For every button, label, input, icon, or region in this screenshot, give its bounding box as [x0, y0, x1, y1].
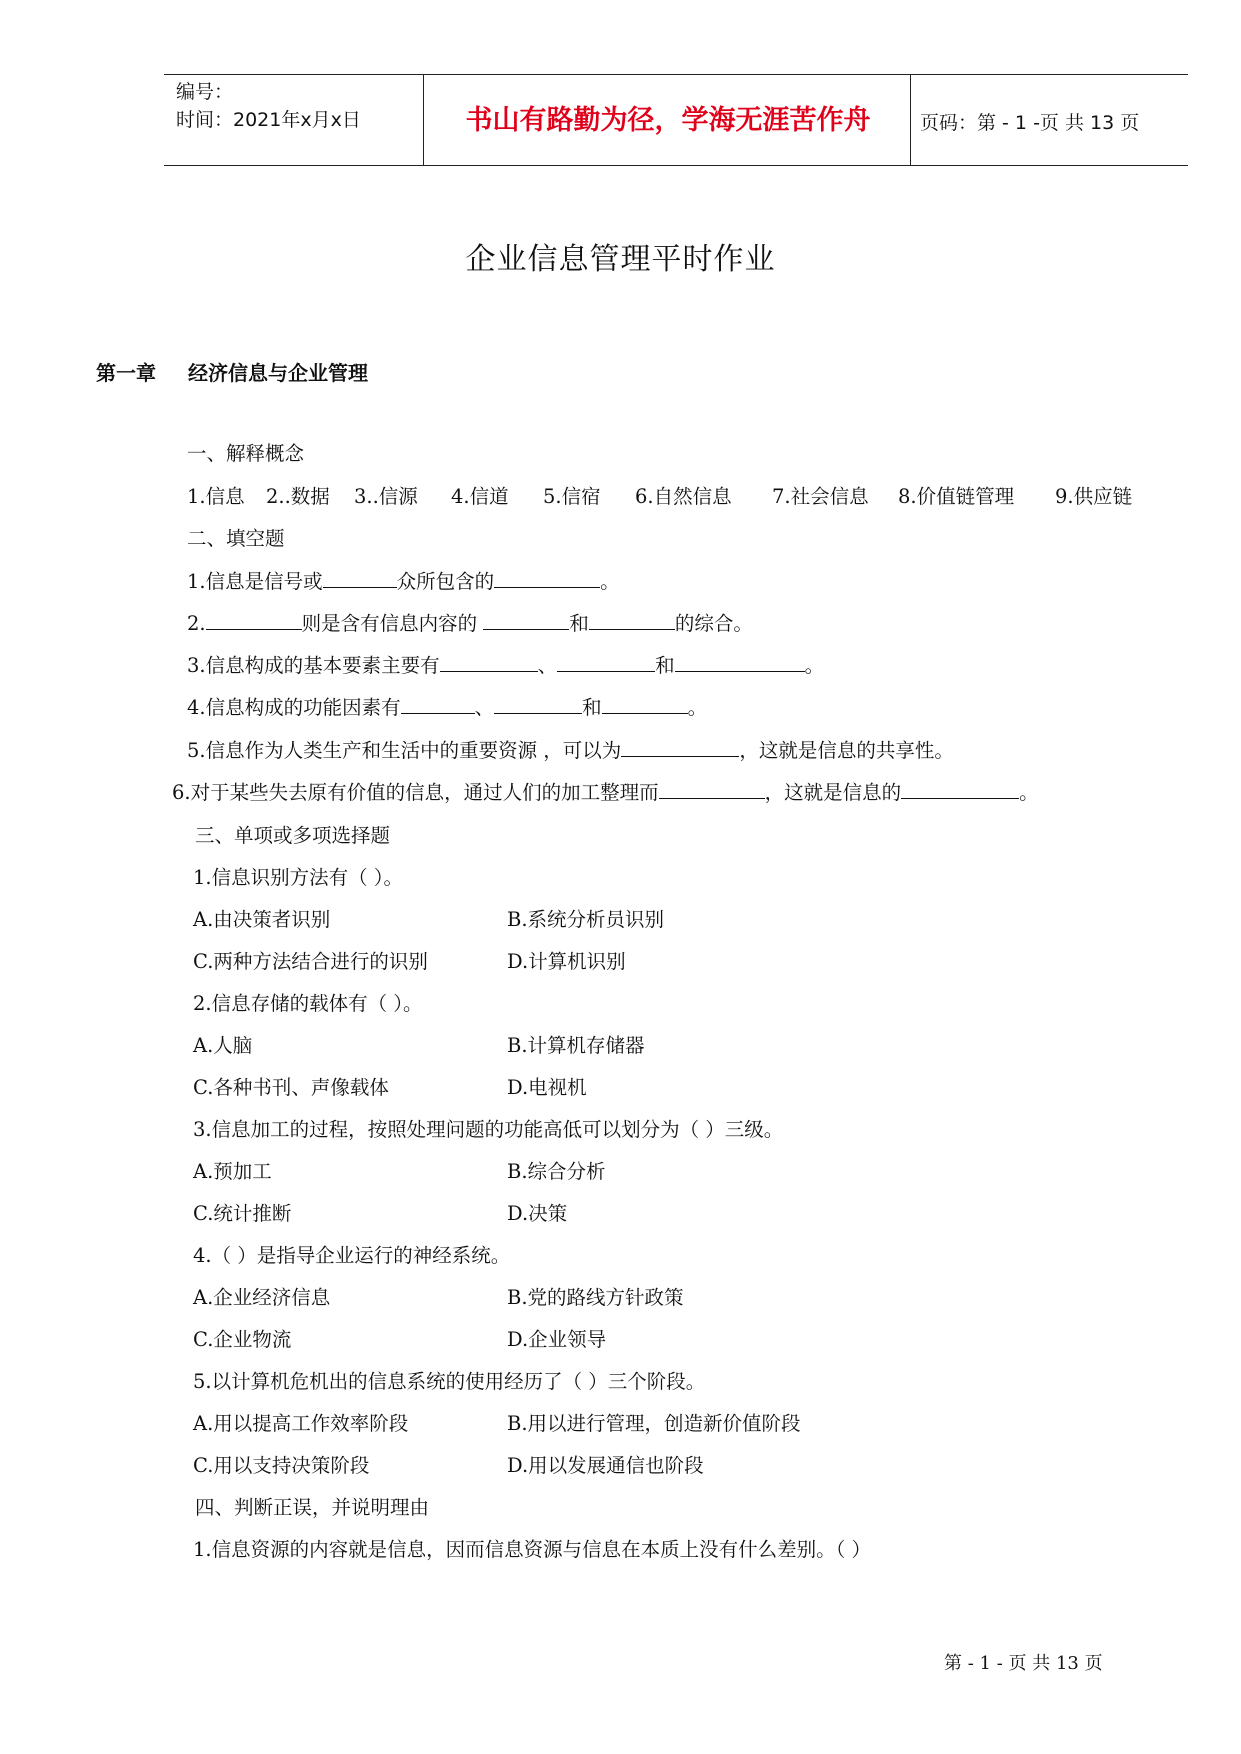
choice-question-4: 4.（ ）是指导企业运行的神经系统。 [193, 1244, 511, 1267]
sec4-heading: 四、判断正误，并说明理由 [195, 1496, 430, 1519]
fill-question-3 [187, 650, 824, 678]
sec2-heading: 二、填空题 [187, 527, 285, 550]
concept-item: 7.社会信息 [772, 485, 869, 508]
q-text: 。 [687, 696, 708, 719]
concept-item: 9.供应链 [1055, 485, 1133, 508]
chapter-name: 经济信息与企业管理 [188, 361, 368, 385]
number-label: 编号： [176, 81, 234, 103]
answer-blank [675, 653, 805, 672]
header-top-rule [164, 74, 1188, 75]
concept-item: 2..数据 [266, 485, 330, 508]
answer-blank [494, 569, 600, 588]
q-text: 2. [187, 612, 206, 635]
option-d: D.企业领导 [507, 1328, 607, 1351]
choice-question-2: 2.信息存储的载体有（ ）。 [193, 992, 423, 1015]
option-b: B.党的路线方针政策 [507, 1286, 684, 1309]
answer-blank [494, 695, 582, 714]
option-a: A.人脑 [193, 1034, 253, 1057]
q-text: 。 [1019, 781, 1039, 804]
concept-item: 4.信道 [451, 485, 509, 508]
option-c: C.用以支持决策阶段 [193, 1454, 370, 1477]
answer-blank [206, 611, 302, 630]
q-text: 6.对于某些失去原有价值的信息，通过人们的加工整理而 [172, 781, 659, 804]
option-c: C.各种书刊、声像载体 [193, 1076, 389, 1099]
fill-question-4 [187, 692, 707, 720]
fill-question-2 [187, 608, 753, 636]
concept-item: 6.自然信息 [635, 485, 732, 508]
option-a: A.企业经济信息 [193, 1286, 331, 1309]
answer-blank [602, 695, 688, 714]
choice-question-3: 3.信息加工的过程，按照处理问题的功能高低可以划分为（ ）三级。 [193, 1118, 784, 1141]
q-text: 4.信息构成的功能因素有 [187, 696, 401, 719]
q-text: 1.信息是信号或 [187, 570, 323, 593]
header-bottom-rule [164, 165, 1188, 166]
header-page-info: 页码：第 - 1 -页 共 13 页 [920, 112, 1140, 134]
sec3-heading: 三、单项或多项选择题 [195, 824, 391, 847]
q-text: 。 [804, 654, 825, 677]
answer-blank [621, 738, 739, 757]
fill-question-1 [187, 566, 620, 594]
q-text: 和 [655, 654, 675, 677]
chapter-heading [96, 357, 368, 386]
option-c: C.统计推断 [193, 1202, 292, 1225]
answer-blank [901, 780, 1019, 799]
option-a: A.用以提高工作效率阶段 [193, 1412, 409, 1435]
option-d: D.电视机 [507, 1076, 587, 1099]
concept-item: 1.信息 [187, 485, 245, 508]
option-d: D.用以发展通信也阶段 [507, 1454, 704, 1477]
answer-blank [483, 611, 569, 630]
concept-item: 3..信源 [354, 485, 418, 508]
q-text: 5.信息作为人类生产和生活中的重要资源 ，可以为 [187, 739, 622, 762]
concept-item: 8.价值链管理 [898, 485, 1015, 508]
document-title: 企业信息管理平时作业 [465, 242, 776, 277]
answer-blank [557, 653, 655, 672]
sec1-heading: 一、解释概念 [187, 442, 305, 465]
header-motto: 书山有路勤为径，学海无涯苦作舟 [465, 105, 871, 136]
header-divider-left [423, 74, 424, 166]
concept-list [187, 481, 1132, 509]
option-b: B.综合分析 [507, 1160, 606, 1183]
chapter-number: 第一章 [96, 361, 156, 385]
fill-question-5 [187, 735, 954, 763]
page-footer: 第 - 1 - 页 共 13 页 [944, 1653, 1103, 1674]
header-left-block [176, 78, 361, 134]
answer-blank [440, 653, 538, 672]
q-text: 的综合。 [674, 612, 753, 635]
choice-question-5: 5.以计算机危机出的信息系统的使用经历了（ ）三个阶段。 [193, 1370, 706, 1393]
q-text: 则是含有信息内容的 [301, 612, 484, 635]
answer-blank [659, 780, 765, 799]
option-b: B.系统分析员识别 [507, 908, 665, 931]
option-d: D.决策 [507, 1202, 568, 1225]
answer-blank [589, 611, 675, 630]
q-text: 和 [582, 696, 602, 719]
concept-item: 5.信宿 [543, 485, 601, 508]
time-label: 时间：2021年x月x日 [176, 109, 361, 131]
q-text: ，这就是信息的 [764, 781, 902, 804]
option-b: B.计算机存储器 [507, 1034, 645, 1057]
option-c: C.两种方法结合进行的识别 [193, 950, 428, 973]
option-d: D.计算机识别 [507, 950, 626, 973]
q-text: 众所包含的 [396, 570, 495, 593]
q-text: 、 [474, 696, 495, 719]
page-header [164, 74, 1188, 166]
option-a: A.由决策者识别 [193, 908, 331, 931]
q-text: 。 [600, 570, 620, 593]
fill-question-6 [172, 777, 1039, 805]
answer-blank [323, 569, 397, 588]
q-text: 和 [569, 612, 589, 635]
answer-blank [401, 695, 475, 714]
option-b: B.用以进行管理，创造新价值阶段 [507, 1412, 801, 1435]
choice-question-1: 1.信息识别方法有（ ）。 [193, 866, 404, 889]
option-a: A.预加工 [193, 1160, 272, 1183]
header-divider-right [910, 74, 911, 166]
q-text: 3.信息构成的基本要素主要有 [187, 654, 440, 677]
q-text: 、 [537, 654, 558, 677]
option-c: C.企业物流 [193, 1328, 292, 1351]
judge-question-1: 1.信息资源的内容就是信息，因而信息资源与信息在本质上没有什么差别。（ ） [193, 1538, 872, 1561]
q-text: ，这就是信息的共享性。 [739, 739, 954, 762]
